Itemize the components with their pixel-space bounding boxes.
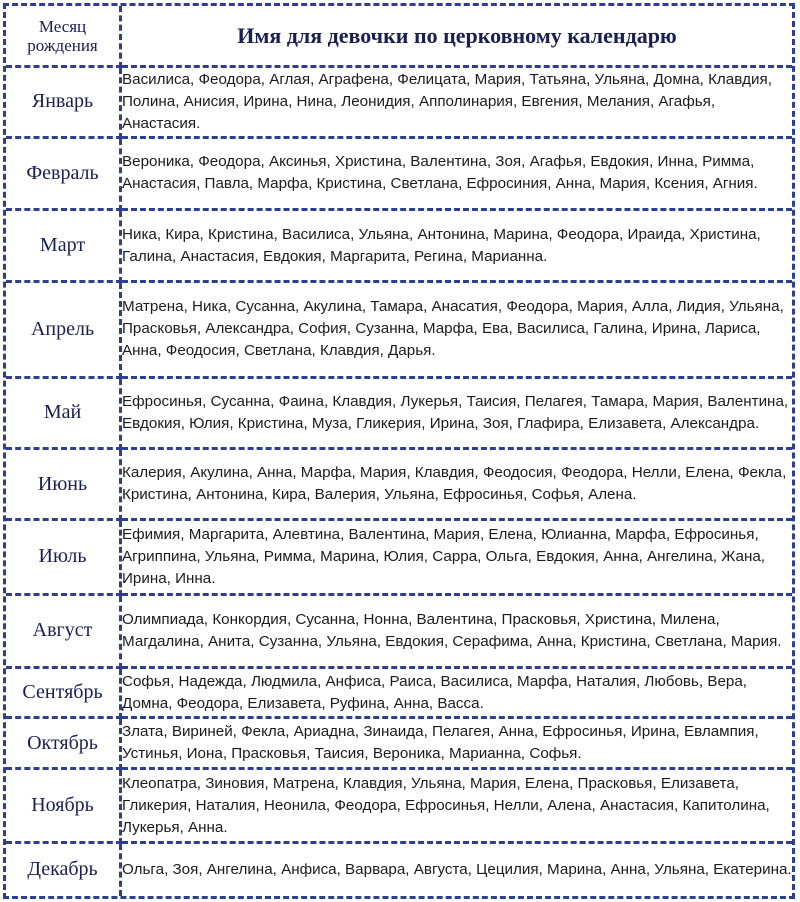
names-cell: Калерия, Акулина, Анна, Марфа, Мария, Клавдия, Феодосия, Феодора, Нелли, Елена, Фекла, Кристина, Антонина, Кира, Валерия, Ульяна, Ефросинья, Софья, Алена. [122,450,792,521]
header-row [6,6,792,68]
month-cell: Февраль [6,139,122,211]
names-column-header: Имя для девочки по церковному календарю [122,6,792,68]
names-cell: Матрена, Ника, Сусанна, Акулина, Тамара, Анасатия, Феодора, Мария, Алла, Лидия, Ульяна, Прасковья, Александра, София, Сузанна, Марфа, Ева, Василиса, Галина, Ирина, Лариса, Анна, Феодосия, Светлана, Клавдия, Дарья. [122,283,792,378]
table-row [6,770,792,843]
table-row [6,211,792,283]
names-calendar-table [3,3,795,899]
table-row [6,68,792,138]
month-cell: Май [6,379,122,450]
table-row [6,596,792,669]
names-cell: Василиса, Феодора, Аглая, Аграфена, Фелицата, Мария, Татьяна, Ульяна, Домна, Клавдия, Полина, Анисия, Ирина, Нина, Леонидия, Апполинария, Евгения, Мелания, Агафья, Анастасия. [122,68,792,138]
month-cell: Июль [6,521,122,595]
month-cell: Октябрь [6,719,122,770]
names-cell: Вероника, Феодора, Аксинья, Христина, Валентина, Зоя, Агафья, Евдокия, Инна, Римма, Анастасия, Павла, Марфа, Кристина, Светлана, Ефросиния, Анна, Мария, Ксения, Агния. [122,139,792,211]
names-cell: Ефросинья, Сусанна, Фаина, Клавдия, Лукерья, Таисия, Пелагея, Тамара, Мария, Валентина, Евдокия, Юлия, Кристина, Муза, Гликерия, Ирина, Зоя, Глафира, Елизавета, Александра. [122,379,792,450]
names-cell: Олимпиада, Конкордия, Сусанна, Нонна, Валентина, Прасковья, Христина, Милена, Магдалина, Анита, Сузанна, Ульяна, Евдокия, Серафима, Анна, Кристина, Светлана, Мария. [122,596,792,669]
table-row [6,844,792,896]
names-cell: Клеопатра, Зиновия, Матрена, Клавдия, Ульяна, Мария, Елена, Прасковья, Елизавета, Гликерия, Наталия, Неонила, Феодора, Ефросинья, Нелли, Алена, Анастасия, Капитолина, Лукерья, Анна. [122,770,792,843]
month-cell: Декабрь [6,844,122,896]
names-cell: Софья, Надежда, Людмила, Анфиса, Раиса, Василиса, Марфа, Наталия, Любовь, Вера, Домна, Феодора, Елизавета, Руфина, Анна, Васса. [122,669,792,719]
table-row [6,521,792,595]
names-cell: Злата, Вириней, Фекла, Ариадна, Зинаида, Пелагея, Анна, Ефросинья, Ирина, Евлампия, Устинья, Иона, Прасковья, Таисия, Вероника, Марианна, Софья. [122,719,792,770]
table-row [6,379,792,450]
table-row [6,283,792,378]
names-cell: Ника, Кира, Кристина, Василиса, Ульяна, Антонина, Марина, Феодора, Ираида, Христина, Галина, Анастасия, Евдокия, Маргарита, Регина, Марианна. [122,211,792,283]
month-cell: Сентябрь [6,669,122,719]
table-row [6,669,792,719]
month-cell: Январь [6,68,122,138]
month-column-header: Месяц рождения [6,6,122,68]
month-cell: Июнь [6,450,122,521]
names-cell: Ефимия, Маргарита, Алевтина, Валентина, Мария, Елена, Юлианна, Марфа, Ефросинья, Агриппина, Ульяна, Римма, Марина, Юлия, Сарра, Ольга, Евдокия, Анна, Ангелина, Жана, Ирина, Инна. [122,521,792,595]
month-cell: Март [6,211,122,283]
month-cell: Август [6,596,122,669]
table-row [6,450,792,521]
table-row [6,719,792,770]
month-cell: Апрель [6,283,122,378]
names-cell: Ольга, Зоя, Ангелина, Анфиса, Варвара, Августа, Цецилия, Марина, Анна, Ульяна, Екатерина. [122,860,792,878]
table-row [6,139,792,211]
month-cell: Ноябрь [6,770,122,843]
